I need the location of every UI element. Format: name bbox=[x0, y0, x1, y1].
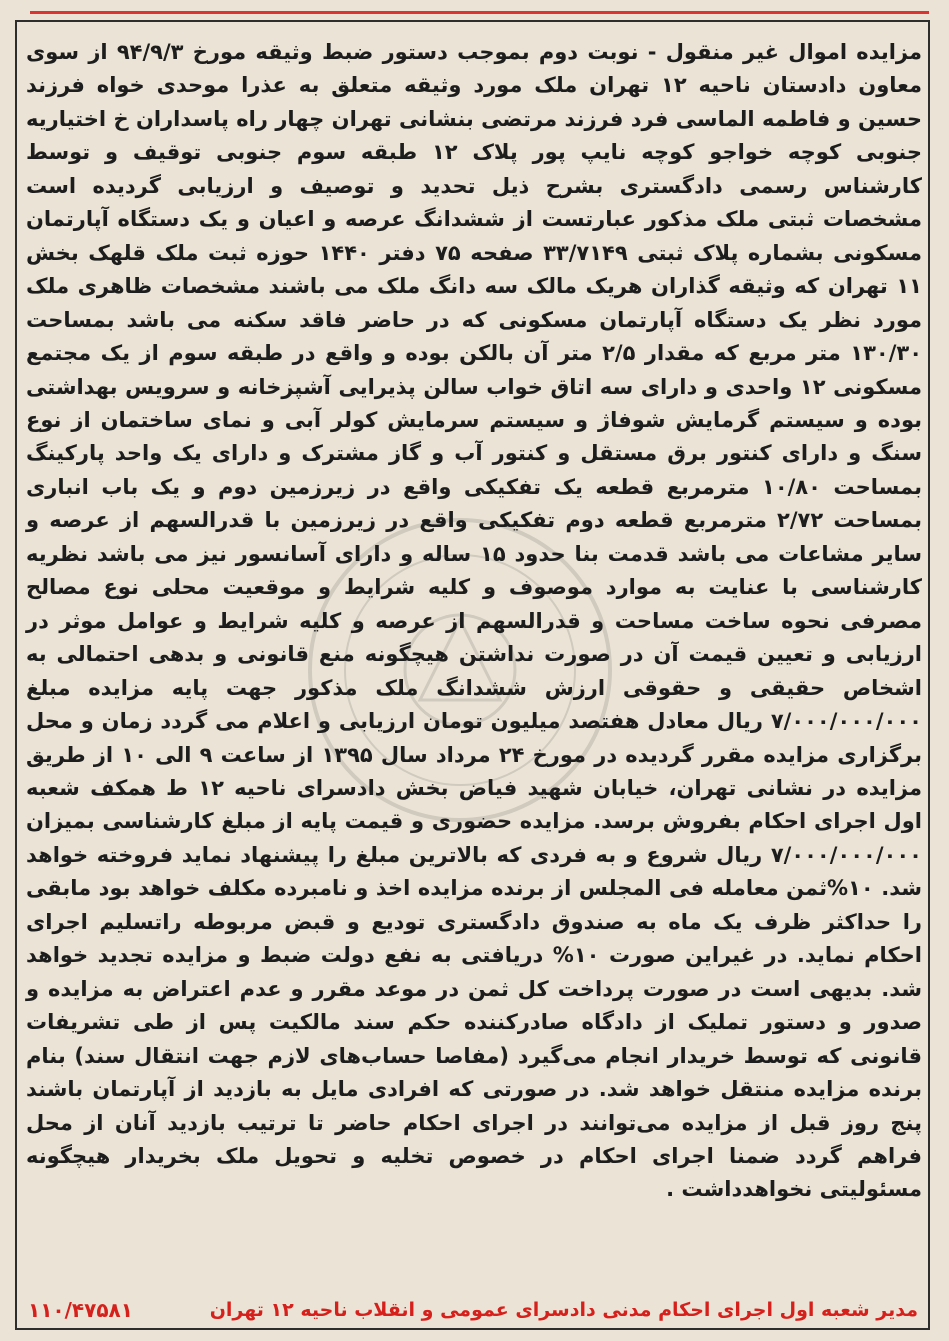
top-cut-strip bbox=[0, 0, 949, 16]
notice-code: ۱۱۰/۴۷۵۸۱ bbox=[28, 1298, 133, 1322]
top-red-rule bbox=[30, 11, 929, 14]
issuer-signature: مدیر شعبه اول اجرای احکام مدنی دادسرای عمومی و انقلاب ناحیه ۱۲ تهران bbox=[209, 1299, 918, 1321]
notice-body: مزایده اموال غیر منقول - نوبت دوم بموجب دستور ضبط وثیقه مورخ ۹۴/۹/۳ از سوی معاون دادستان ناحیه ۱۲ تهران ملک مورد وثیقه متعلق به عذرا موحدی خواه فرزند حسین و فاطمه الماسی فرد فرزند مرتضی بنشانی تهران چهار راه پاسداران خ اختیاریه جنوبی کوچه خواجو کوچه نایپ پور پلاک ۱۲ طبقه سوم جنوبی توقیف و توسط کارشناس رسمی دادگستری بشرح ذیل تحدید و توصیف و ارزیابی گردیده است مشخصات ثبتی ملک مذکور عبارتست از ششدانگ عرصه و اعیان و یک دستگاه آپارتمان مسکونی بشماره پلاک ثبتی ۳۳/۷۱۴۹ صفحه ۷۵ دفتر ۱۴۴۰ حوزه ثبت ملک قلهک بخش ۱۱ تهران که وثیقه گذاران هریک مالک سه دانگ ملک می باشند مشخصات ظاهری ملک مورد نظر یک دستگاه آپارتمان مسکونی که در حاضر فاقد سکنه می باشد بمساحت ۱۳۰/۳۰ متر مربع که مقدار ۲/۵ متر آن بالکن بوده و واقع در طبقه سوم از یک مجتمع مسکونی ۱۲ واحدی و دارای سه اتاق خواب سالن پذیرایی آشپزخانه و سرویس بهداشتی بوده و سیستم گرمایش شوفاژ و سیستم سرمایش کولر آبی و نمای ساختمان از نوع سنگ و دارای کنتور برق مستقل و کنتور آب و گاز مشترک و دارای یک واحد پارکینگ بمساحت ۱۰/۸۰ مترمربع قطعه یک تفکیکی واقع در زیرزمین دوم و یک باب انباری بمساحت ۲/۷۲ مترمربع قطعه دوم تفکیکی واقع در زیرزمین با قدرالسهم از عرصه و سایر مشاعات می باشد قدمت بنا حدود ۱۵ ساله و دارای آسانسور نیز می باشد نظریه کارشناسی با عنایت به موارد موصوف و کلیه شرایط و موقعیت محلی نوع مصالح مصرفی نحوه ساخت مساحت و قدرالسهم از عرصه و کلیه شرایط و عوامل موثر در ارزیابی و تعیین قیمت آن در صورت نداشتن هیچگونه منع قانونی و بدهی احتمالی به اشخاص حقیقی و حقوقی ارزش ششدانگ ملک مذکور جهت پایه مزایده مبلغ ۷/۰۰۰/۰۰۰/۰۰۰ ریال معادل هفتصد میلیون تومان ارزیابی و اعلام می گردد زمان و محل برگزاری مزایده مقرر گردیده در مورخ ۲۴ مرداد سال ۱۳۹۵ از ساعت ۹ الی ۱۰ از طریق مزایده در نشانی تهران، خیابان شهید فیاض بخش دادسرای ناحیه ۱۲ ط همکف شعبه اول اجرای احکام بفروش برسد. مزایده حضوری و قیمت پایه از مبلغ کارشناسی بمیزان ۷/۰۰۰/۰۰۰/۰۰۰ ریال شروع و به فردی که بالاترین مبلغ را پیشنهاد نماید فروخته خواهد شد. ۱۰%ثمن معامله فی المجلس از برنده مزایده اخذ و نامبرده مکلف خواهد بود مابقی را حداکثر ظرف یک ماه به صندوق دادگستری تودیع و قبض مربوطه راتسلیم اجرای احکام نماید. در غیراین صورت ۱۰% دریافتی به نفع دولت ضبط و مزایده تجدید خواهد شد. بدیهی است در صورت پرداخت کل ثمن در موعد مقرر و عدم اعتراض به مزایده و صدور و دستور تملیک از دادگاه صادرکننده حکم سند مالکیت پس از طی تشریفات قانونی که توسط خریدار انجام می‌گیرد (مفاصا حساب‌های لازم جهت انتقال سند) بنام برنده مزایده منتقل خواهد شد. در صورتی که افرادی مایل به بازدید از آپارتمان باشند پنج روز قبل از مزایده می‌توانند در اجرای احکام حاضر تا ترتیب بازدید آنان از محل فراهم گردد ضمنا اجرای احکام در خصوص تخلیه و تحویل ملک بخریدار هیچگونه مسئولیتی نخواهدداشت . bbox=[26, 40, 923, 1202]
notice-footer bbox=[28, 1294, 918, 1326]
